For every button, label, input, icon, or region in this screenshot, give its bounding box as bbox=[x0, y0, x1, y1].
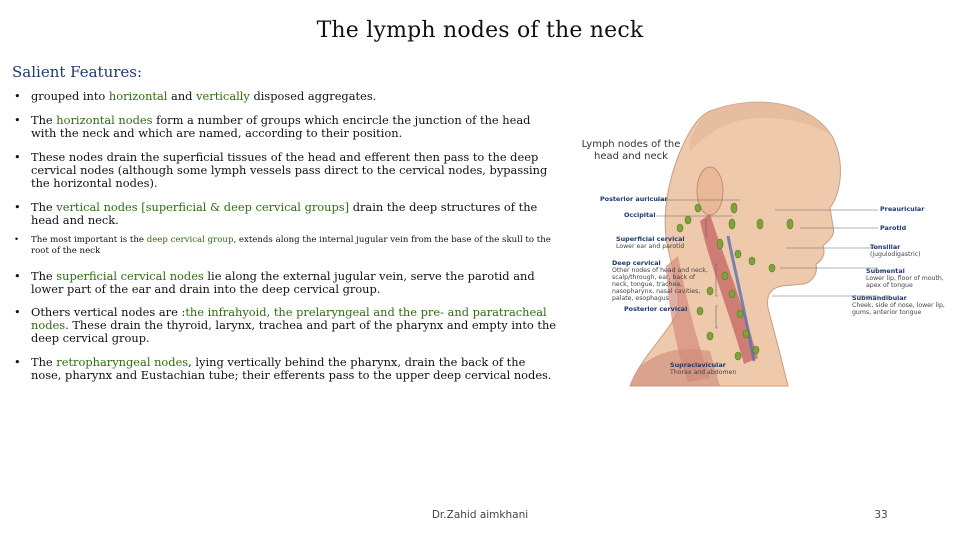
label-posterior-auricular: Posterior auricular bbox=[600, 195, 668, 203]
bullet-item-grouping: • grouped into horizontal and vertically disposed aggregates. bbox=[12, 90, 557, 103]
bullet-item-other-vertical: • Others vertical nodes are :the infrahyoid, the prelaryngeal and the pre- and paratracheal nodes. These drain the thyroid, larynx, trachea and part of the pharynx and empty into the deep cervical group. bbox=[12, 306, 557, 345]
label-submental: Submental Lower lip, floor of mouth, apex of tongue bbox=[866, 267, 944, 289]
lymph-node bbox=[729, 219, 735, 229]
lymph-node bbox=[695, 204, 701, 212]
lymph-node bbox=[749, 257, 755, 265]
figure-caption: Lymph nodes of the head and neck bbox=[581, 139, 681, 162]
lymph-node bbox=[735, 250, 741, 258]
footer-author: Dr.Zahid aimkhani bbox=[431, 509, 529, 521]
slide-subtitle: Salient Features: bbox=[12, 63, 143, 81]
lymph-node bbox=[753, 346, 759, 354]
lymph-node bbox=[707, 332, 713, 340]
page-number: 33 bbox=[874, 509, 888, 521]
bullet-item-superficial-cervical: • The superficial cervical nodes lie along the external jugular vein, serve the parotid and lower part of the ear and drain into the deep cervical group. bbox=[12, 270, 557, 296]
label-posterior-cervical: Posterior cervical bbox=[624, 305, 688, 313]
slide-title: The lymph nodes of the neck bbox=[316, 18, 644, 43]
lymph-node bbox=[743, 330, 749, 338]
lymph-node bbox=[717, 239, 723, 249]
bullet-item-horizontal-nodes: • The horizontal nodes form a number of groups which encircle the junction of the head with the neck and which are named, according to their position. bbox=[12, 114, 557, 140]
label-submandibular: Submandibular Cheek, side of nose, lower lip, gums, anterior tongue bbox=[852, 294, 945, 316]
label-supraclavicular: Supraclavicular Thorax and abdomen bbox=[670, 361, 737, 376]
lymph-node bbox=[677, 224, 683, 232]
lymph-node bbox=[729, 290, 735, 298]
bullet-item-retropharyngeal: • The retropharyngeal nodes, lying vertically behind the pharynx, drain the back of the nose, pharynx and Eustachian tube; their efferents pass to the upper deep cervical nodes. bbox=[12, 356, 557, 382]
lymph-node bbox=[685, 216, 691, 224]
lymph-node bbox=[757, 219, 763, 229]
lymph-node bbox=[722, 272, 728, 280]
label-preauricular: Preauricular bbox=[880, 205, 925, 213]
lymph-node bbox=[737, 310, 743, 318]
bullet-item-deep-cervical: • The most important is the deep cervical group, extends along the internal jugular vein from the base of the skull to the root of the neck bbox=[12, 235, 557, 257]
lymph-node bbox=[731, 203, 737, 213]
label-parotid: Parotid bbox=[880, 224, 907, 232]
label-tonsillar: Tonsillar (jugulodigastric) bbox=[870, 243, 921, 258]
bullet-item-vertical-nodes: • The vertical nodes [superficial & deep cervical groups] drain the deep structures of the head and neck. bbox=[12, 201, 557, 227]
label-superficial-cervical: Superficial cervical Lower ear and parotid bbox=[616, 235, 685, 250]
label-deep-cervical: Deep cervical Other nodes of head and neck, scalp/through, ear, back of neck, tongue, trachea, nasopharynx, nasal cavities, palate, esophagus bbox=[612, 259, 708, 302]
bullet-list bbox=[12, 90, 557, 382]
bullet-item-drainage: • These nodes drain the superficial tissues of the head and efferent then pass to the deep cervical nodes (although some lymph vessels pass direct to the cervical nodes, bypassing the horizontal nodes). bbox=[12, 151, 557, 190]
lymph-node bbox=[735, 352, 741, 360]
lymph-node bbox=[769, 264, 775, 272]
label-occipital: Occipital bbox=[624, 211, 656, 219]
lymph-node bbox=[787, 219, 793, 229]
lymph-node bbox=[697, 307, 703, 315]
